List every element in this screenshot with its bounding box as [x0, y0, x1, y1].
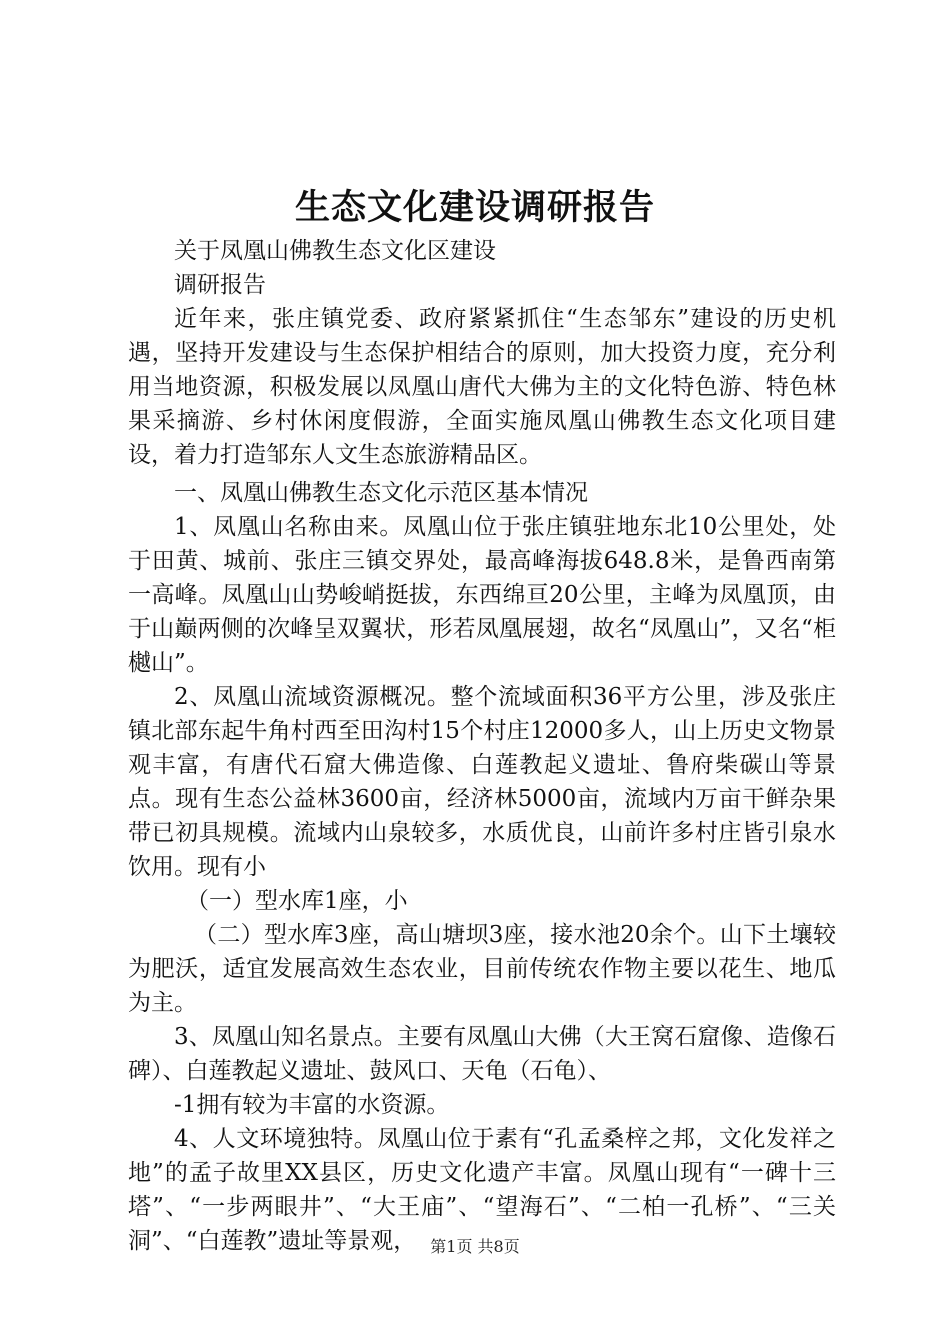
paragraph-cultural-environment: 4、人文环境独特。凤凰山位于素有“孔孟桑梓之邦，文化发祥之地”的孟子故里XX县区，历史文化遗产丰富。凤凰山现有“一碑十三塔”、“一步两眼井”、“大王庙”、“望海石”、“二柏一孔桥”、“三关洞”、“白莲教”遗址等景观， [128, 1126, 836, 1254]
paragraph-name-origin: 1、凤凰山名称由来。凤凰山位于张庄镇驻地东北10公里处，处于田黄、城前、张庄三镇交界处，最高峰海拔648.8米，是鲁西南第一高峰。凤凰山山势峻峭挺拔，东西绵亘20公里，主峰为凤凰顶，由于山巅两侧的次峰呈双翼状，形若凤凰展翅，故名“凤凰山”，又名“柜樾山”。 [128, 514, 836, 676]
subtitle-line-1: 关于凤凰山佛教生态文化区建设 [174, 238, 496, 264]
document-body [128, 232, 836, 1258]
paragraph-basin-overview: 2、凤凰山流域资源概况。整个流域面积36平方公里，涉及张庄镇北部东起牛角村西至田沟村15个村庄12000多人，山上历史文物景观丰富，有唐代石窟大佛造像、白莲教起义遗址、鲁府柴碳山等景点。现有生态公益林3600亩，经济林5000亩，流域内万亩干鲜杂果带已初具规模。流域内山泉较多，水质优良，山前许多村庄皆引泉水饮用。现有小 [128, 684, 836, 880]
paragraph-scenic-spots: 3、凤凰山知名景点。主要有凤凰山大佛（大王窝石窟像、造像石碑）、白莲教起义遗址、鼓风口、天龟（石龟）、 [128, 1024, 836, 1084]
document-title: 生态文化建设调研报告 [294, 187, 655, 228]
intro-paragraph: 近年来，张庄镇党委、政府紧紧抓住“生态邹东”建设的历史机遇，坚持开发建设与生态保护相结合的原则，加大投资力度，充分利用当地资源，积极发展以凤凰山唐代大佛为主的文化特色游、特色林果采摘游、乡村休闲度假游，全面实施凤凰山佛教生态文化项目建设，着力打造邹东人文生态旅游精品区。 [128, 306, 836, 468]
paragraph-water-resources: -1拥有较为丰富的水资源。 [174, 1092, 450, 1118]
paragraph-reservoir-1: （一）型水库1座，小 [186, 888, 408, 914]
subtitle-line-2: 调研报告 [174, 272, 266, 298]
paragraph-reservoir-2: （二）型水库3座，高山塘坝3座，接水池20余个。山下土壤较为肥沃，适宜发展高效生态农业，目前传统农作物主要以花生、地瓜为主。 [128, 922, 836, 1016]
section-heading-1: 一、凤凰山佛教生态文化示范区基本情况 [174, 480, 588, 506]
page-footer: 第1页 共8页 [430, 1237, 520, 1256]
